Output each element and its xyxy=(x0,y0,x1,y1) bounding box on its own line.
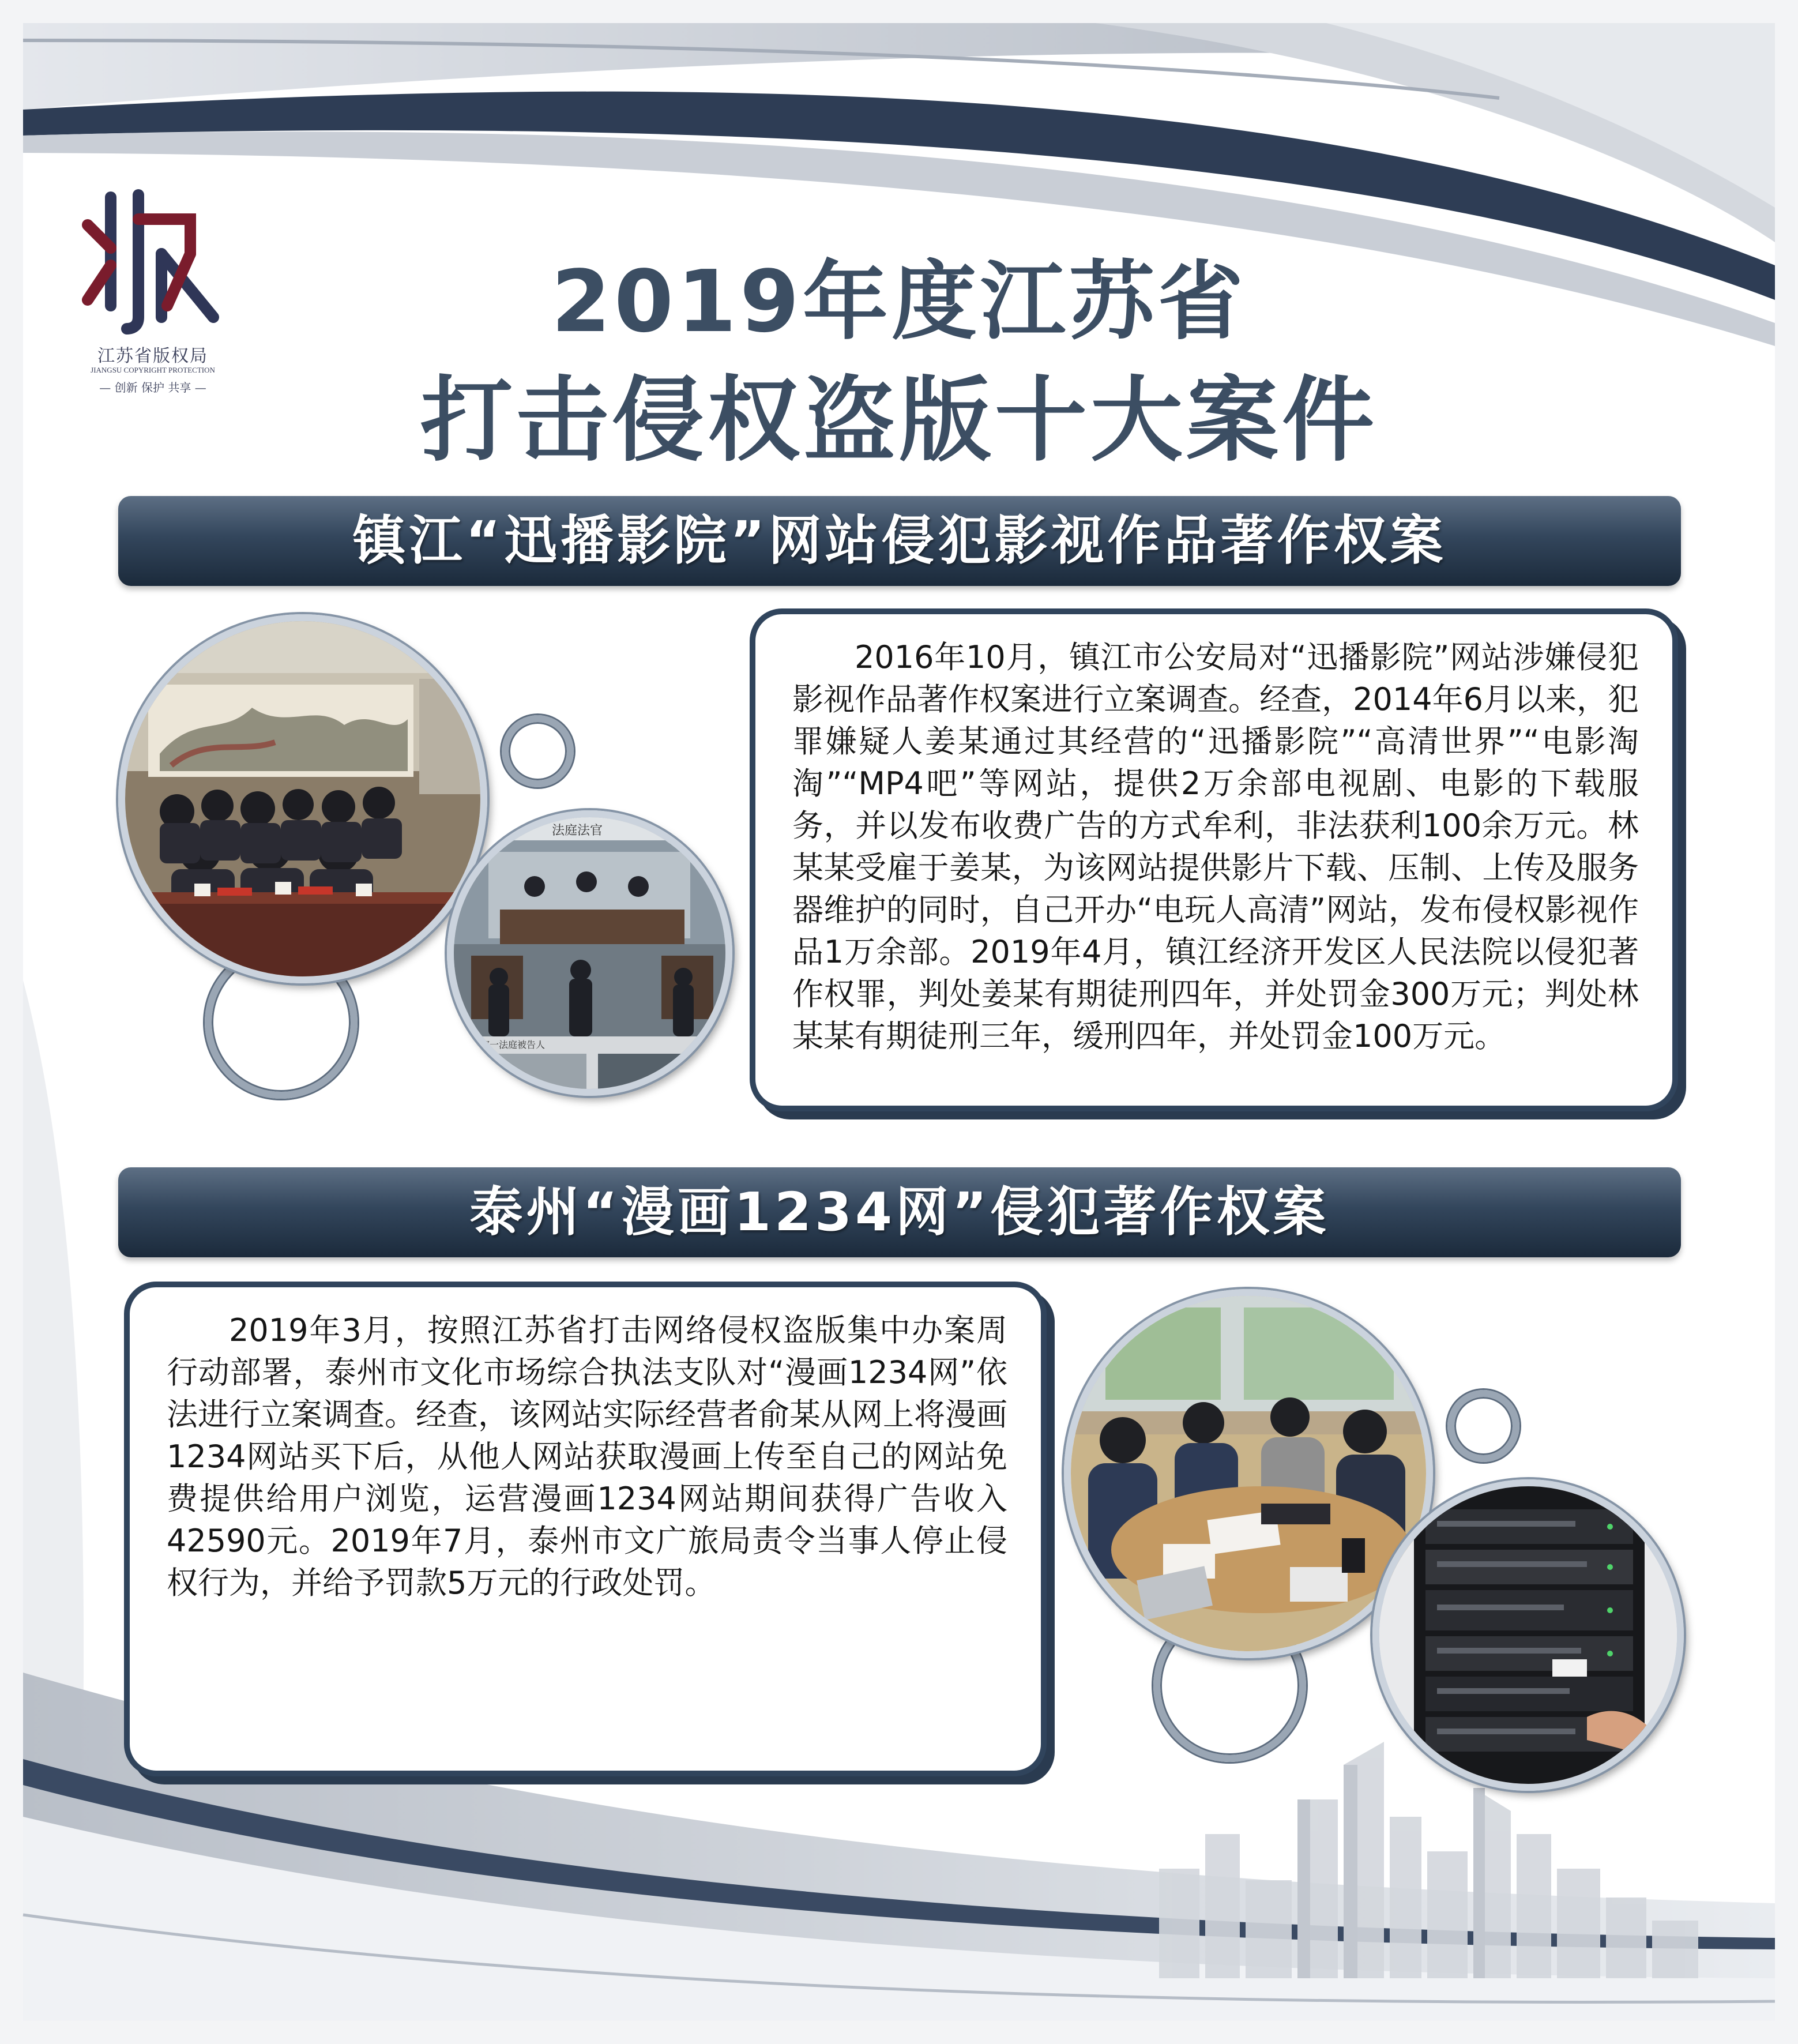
case-1-body: 2016年10月，镇江市公安局对“迅播影院”网站涉嫌侵犯影视作品著作权案进行立案调查。经查，2014年6月以来，犯罪嫌疑人姜某通过其经营的“迅播影院”“高清世界”“电影淘淘”“MP4吧”等网站，提供2万余部电视剧、电影的下载服务，并以发布收费广告的方式牟利，非法获利100余万元。林某某受雇于姜某，为该网站提供影片下载、压制、上传及服务器维护的同时，自己开办“电玩人高清”网站，发布侵权影视作品1万余部。2019年4月，镇江经济开发区人民法院以侵犯著作权罪，判处姜某有期徒刑四年，并处罚金300万元；判处林某某有期徒刑三年，缓刑四年，并处罚金100万元。 xyxy=(792,639,1639,1054)
inspection-photo-image xyxy=(1071,1296,1426,1651)
org-slogan: — 创新 保护 共享 — xyxy=(99,381,206,394)
page-title-line2: 打击侵权盗版十大案件 xyxy=(420,366,1378,474)
server-rack-photo xyxy=(1372,1479,1684,1791)
court-caption-text: 庭审一法庭被告人 xyxy=(471,1039,546,1050)
case-2-heading: 泰州“漫画1234网”侵犯著作权案 xyxy=(469,1181,1330,1243)
case-2-description xyxy=(124,1282,1047,1776)
org-name: 江苏省版权局 xyxy=(97,346,208,366)
case-2-banner xyxy=(118,1167,1681,1257)
court-photo xyxy=(447,810,732,1096)
meeting-photo-image xyxy=(125,621,480,976)
org-name-en: JIANGSU COPYRIGHT PROTECTION xyxy=(91,366,215,374)
page-title-line1: 2019年度江苏省 xyxy=(551,252,1247,351)
case-1-description xyxy=(750,608,1678,1111)
case-1-heading: 镇江“迅播影院”网站侵犯影视作品著作权案 xyxy=(352,510,1447,572)
decorative-ring xyxy=(502,715,574,787)
court-photo-image xyxy=(454,817,725,1089)
court-sign-text: 法庭法官 xyxy=(552,824,603,838)
meeting-photo xyxy=(118,614,487,983)
server-rack-photo-image xyxy=(1379,1486,1677,1784)
case-1-banner xyxy=(118,496,1681,586)
decorative-ring xyxy=(1447,1390,1519,1462)
case-2-body: 2019年3月，按照江苏省打击网络侵权盗版集中办案周行动部署，泰州市文化市场综合执法支队对“漫画1234网”依法进行立案调查。经查，该网站实际经营者俞某从网上将漫画1234网站买下后，从他人网站获取漫画上传至自己的网站免费提供给用户浏览，运营漫画1234网站期间获得广告收入42590元。2019年7月，泰州市文广旅局责令当事人停止侵权行为，并给予罚款5万元的行政处罚。 xyxy=(167,1312,1007,1601)
